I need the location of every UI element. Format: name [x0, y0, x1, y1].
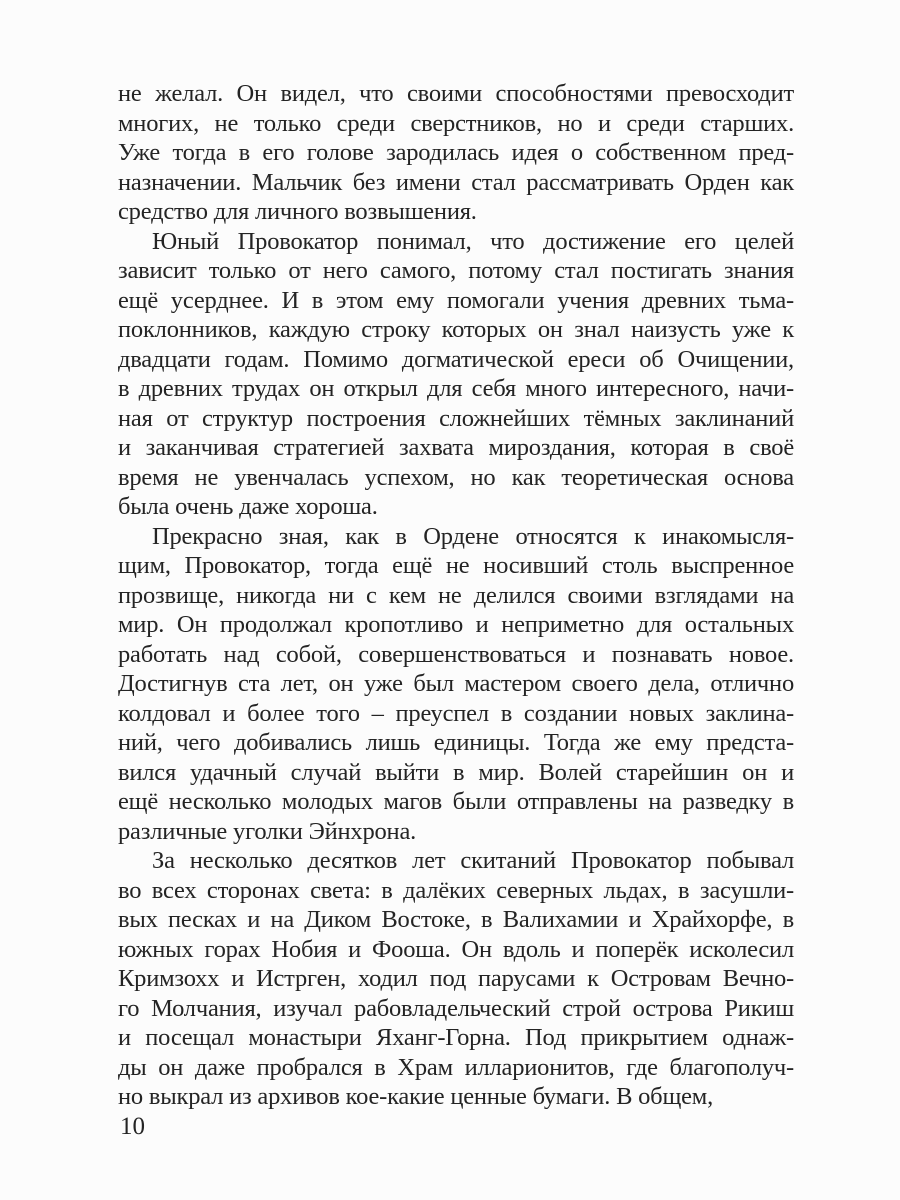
text-line: Уже тогда в его голове зародилась идея о собственном пред-	[118, 139, 794, 166]
text-line: Юный Провокатор понимал, что достижение его целей	[152, 227, 794, 255]
text-line: мир. Он продолжал кропотливо и неприметно для остальных	[118, 611, 794, 638]
text-line: Прекрасно зная, как в Ордене относятся к инакомысля-	[152, 522, 794, 550]
text-line: ная от структур построения сложнейших тёмных заклинаний	[118, 404, 794, 432]
text-line: ды он даже пробрался в Храм илларионитов, где благополуч-	[118, 1053, 794, 1081]
text-line: Достигнув ста лет, он уже был мастером своего дела, отлично	[118, 670, 794, 697]
text-line: и посещал монастыри Яханг-Горна. Под прикрытием однаж-	[118, 1024, 794, 1051]
text-line: го Молчания, изучал рабовладельческий строй острова Рикиш	[118, 994, 794, 1022]
text-line: поклонников, каждую строку которых он знал наизусть уже к	[118, 316, 794, 343]
text-line: и заканчивая стратегией захвата мироздания, которая в своё	[118, 434, 794, 461]
text-line: Кримзохх и Истрген, ходил под парусами к Островам Вечно-	[118, 965, 794, 992]
page-number: 10	[120, 1113, 145, 1140]
text-line: в древних трудах он открыл для себя много интересного, начи-	[118, 375, 794, 402]
text-line: южных горах Нобия и Фооша. Он вдоль и поперёк исколесил	[118, 935, 794, 963]
text-line: колдовал и более того – преуспел в создании новых заклина-	[118, 699, 794, 727]
text-line: ещё усерднее. И в этом ему помогали учения древних тьма-	[118, 286, 794, 314]
text-line: За несколько десятков лет скитаний Провокатор побывал	[152, 847, 794, 874]
text-line: щим, Провокатор, тогда ещё не носивший столь выспренное	[118, 552, 794, 579]
page-text-block	[118, 79, 794, 1112]
text-line: вых песках и на Диком Востоке, в Валихамии и Храйхорфе, в	[118, 906, 794, 933]
text-line: работать над собой, совершенствоваться и познавать новое.	[118, 640, 794, 668]
text-line: средство для личного возвышения.	[118, 198, 477, 225]
text-line: двадцати годам. Помимо догматической ереси об Очищении,	[118, 345, 794, 373]
text-line: назначении. Мальчик без имени стал рассматривать Орден как	[118, 168, 794, 196]
text-line: зависит только от него самого, потому стал постигать знания	[118, 257, 794, 284]
text-line: прозвище, никогда ни с кем не делился своими взглядами на	[118, 581, 794, 609]
text-line: ещё несколько молодых магов были отправлены на разведку в	[118, 788, 794, 815]
text-line: вился удачный случай выйти в мир. Волей старейшин он и	[118, 758, 794, 786]
text-line: не желал. Он видел, что своими способностями превосходит	[118, 80, 794, 107]
text-line: была очень даже хороша.	[118, 493, 378, 520]
text-line: многих, не только среди сверстников, но и среди старших.	[118, 109, 794, 137]
text-line: ний, чего добивались лишь единицы. Тогда же ему предста-	[118, 729, 794, 756]
text-line: различные уголки Эйнхрона.	[118, 817, 417, 845]
text-line: время не увенчалась успехом, но как теоретическая основа	[118, 463, 794, 491]
text-line: но выкрал из архивов кое-какие ценные бумаги. В общем,	[118, 1083, 714, 1110]
text-line: во всех сторонах света: в далёких северных льдах, в засушли-	[118, 876, 794, 904]
